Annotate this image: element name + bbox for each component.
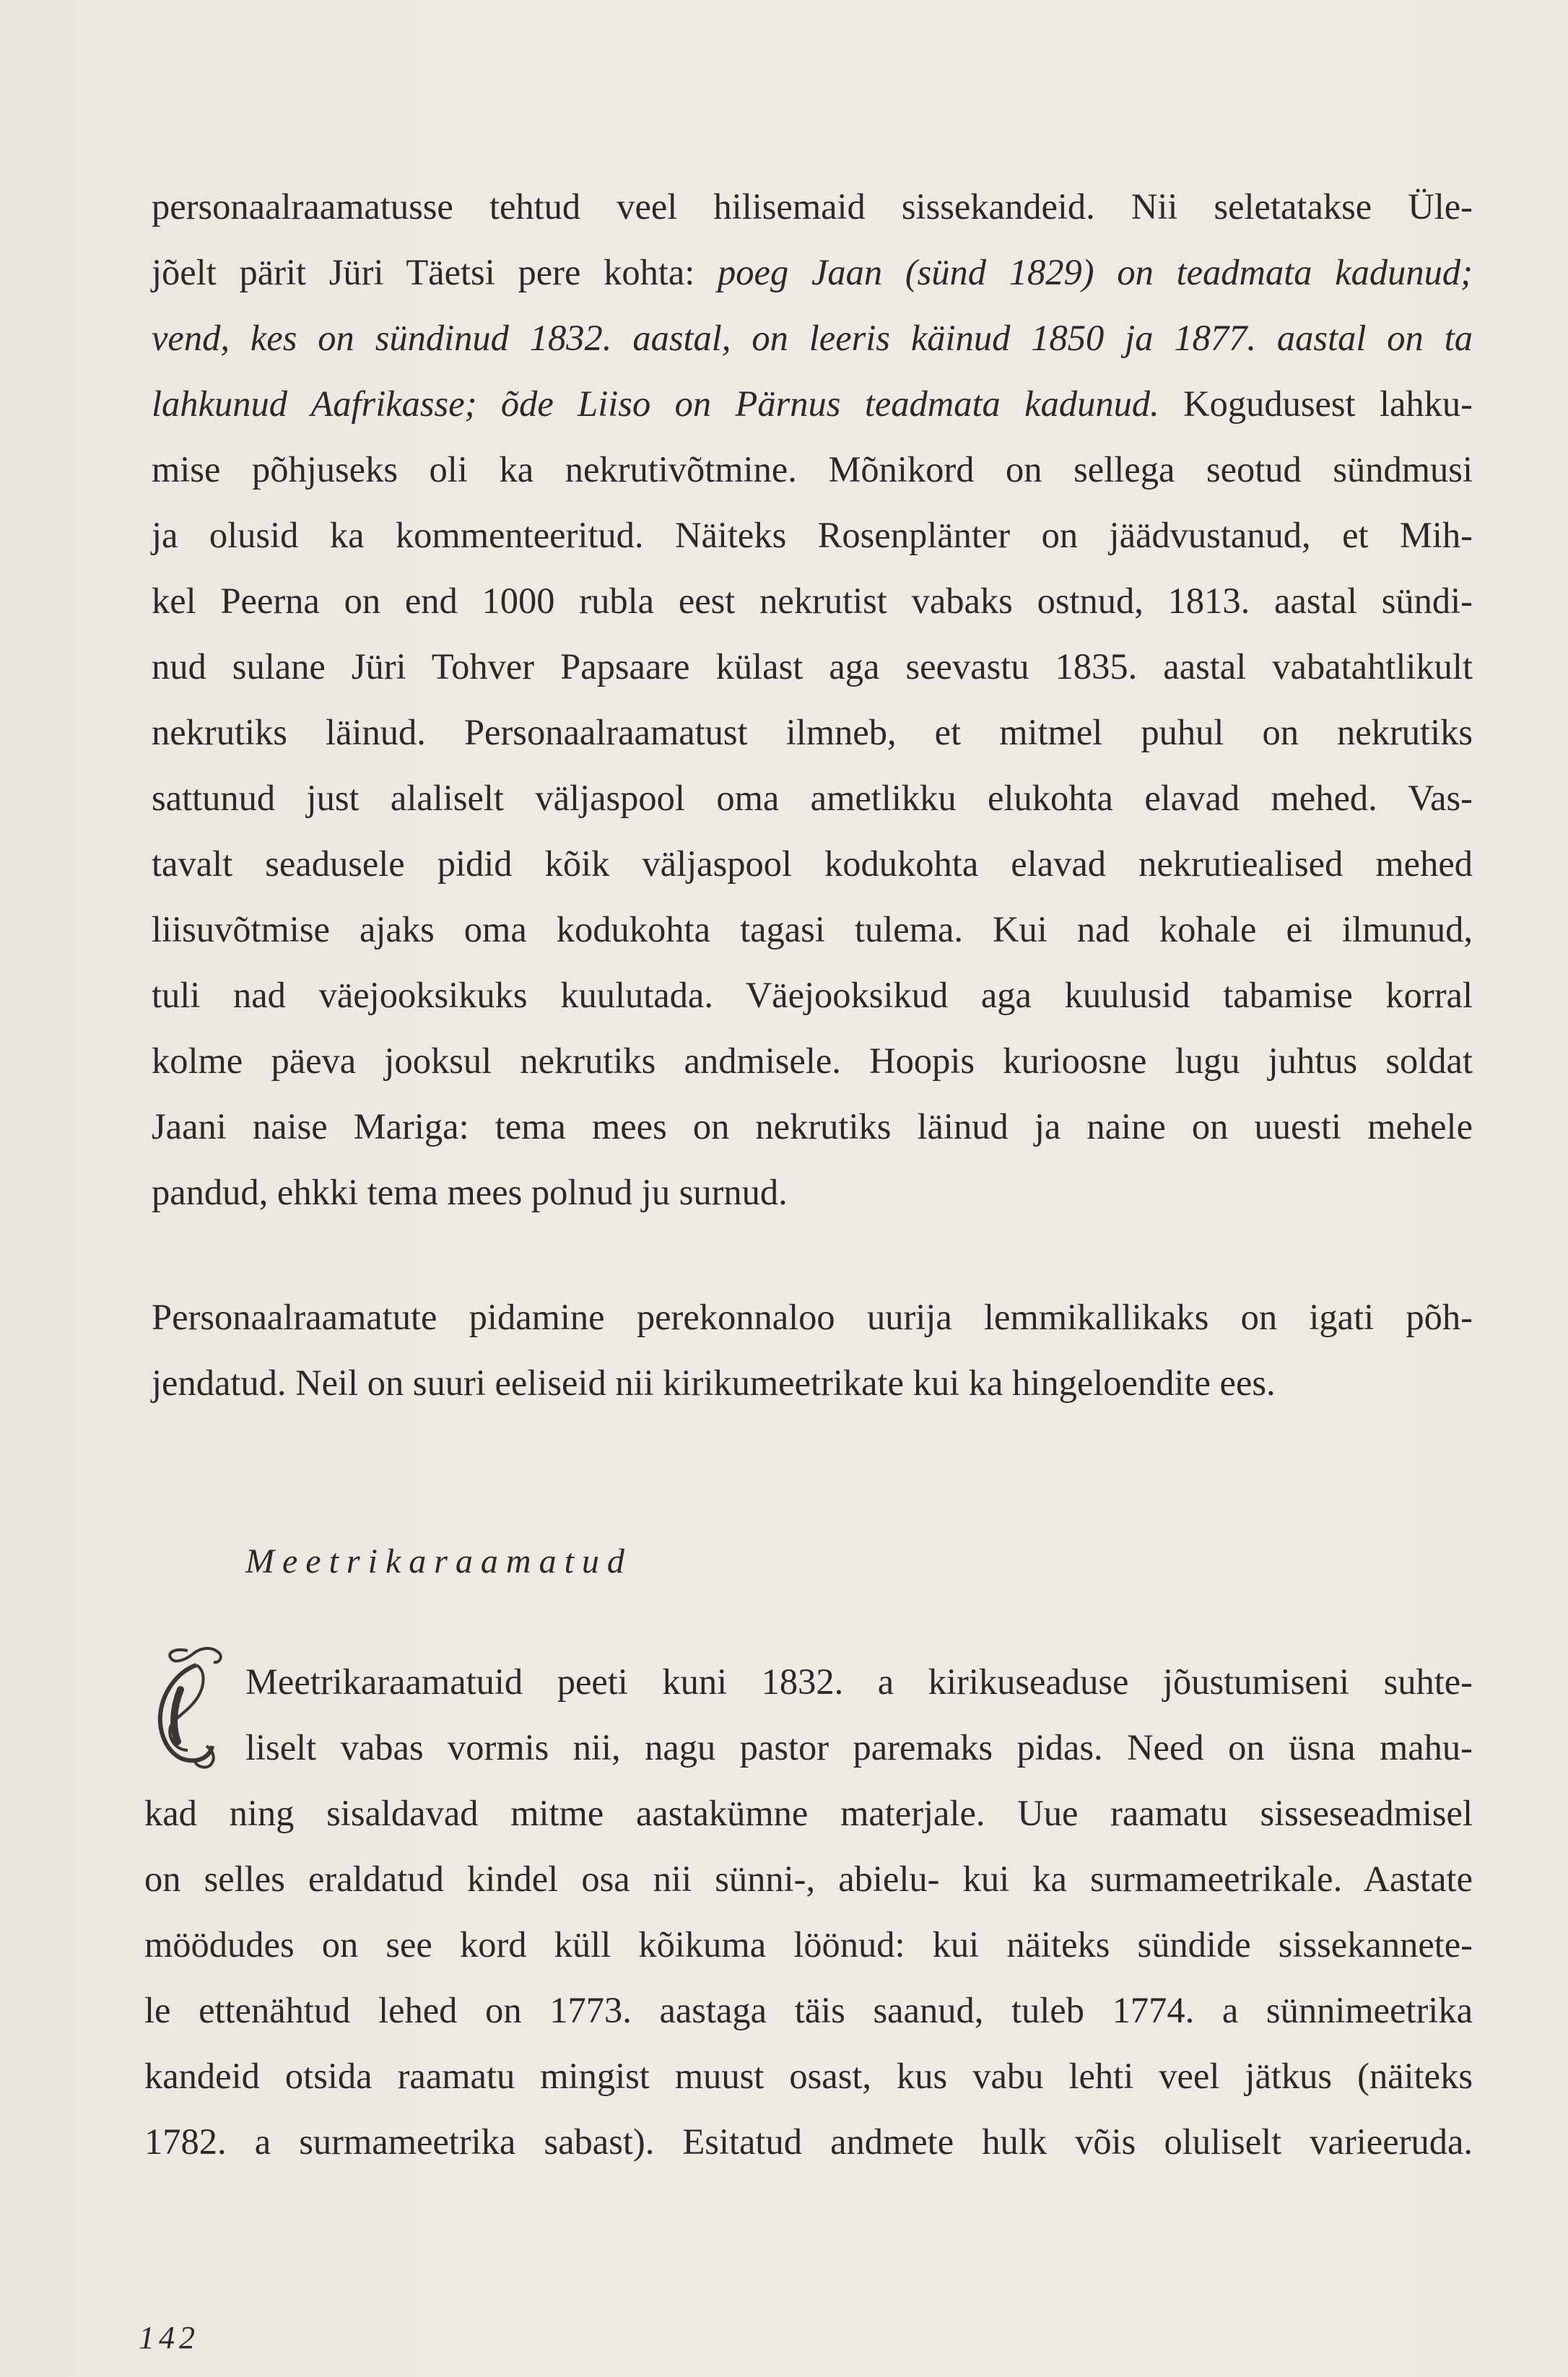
text-line: 1782. a surmameetrika sabast). Esitatud andmete hulk võis oluliselt varieeruda.	[144, 2121, 1473, 2162]
text-line: kolme päeva jooksul nekrutiks andmisele. Hoopis kurioosne lugu juhtus soldat	[152, 1040, 1473, 1081]
section-heading: Meetrikaraamatud	[245, 1542, 632, 1581]
text-line: nud sulane Jüri Tohver Papsaare külast aga seevastu 1835. aastal vabatahtlikult	[152, 646, 1473, 687]
page-number: 142	[139, 2320, 199, 2355]
text-line: sattunud just alaliselt väljaspool oma ametlikku elukohta elavad mehed. Vas-	[152, 778, 1473, 818]
text-line: jendatud. Neil on suuri eeliseid nii kirikumeetrikate kui ka hingeloendite ees.	[152, 1363, 1276, 1403]
text-line: möödudes on see kord küll kõikuma löönud: kui näiteks sündide sissekannete-	[144, 1924, 1473, 1965]
text-line: Jaani naise Mariga: tema mees on nekrutiks läinud ja naine on uuesti mehele	[152, 1106, 1473, 1147]
text-line: on selles eraldatud kindel osa nii sünni-, abielu- kui ka surmameetrikale. Aastate	[144, 1859, 1473, 1899]
paragraph-meetrikaraamatud	[144, 1649, 1473, 2175]
text-line: le ettenähtud lehed on 1773. aastaga täis saanud, tuleb 1774. a sünnimeetrika	[144, 1990, 1473, 2030]
text-line: vend, kes on sündinud 1832. aastal, on leeris käinud 1850 ja 1877. aastal on ta	[152, 318, 1473, 358]
text-line: ja olusid ka kommenteeritud. Näiteks Rosenplänter on jäädvustanud, et Mih-	[152, 515, 1473, 555]
text-line: personaalraamatusse tehtud veel hilisemaid sissekandeid. Nii seletatakse Üle-	[152, 186, 1473, 227]
text-line: mise põhjuseks oli ka nekrutivõtmine. Mõnikord on sellega seotud sündmusi	[152, 449, 1473, 490]
text-line: nekrutiks läinud. Personaalraamatust ilmneb, et mitmel puhul on nekrutiks	[152, 712, 1473, 752]
text-line: tavalt seadusele pidid kõik väljaspool kodukohta elavad nekrutiealised mehed	[152, 843, 1473, 884]
text-line: Personaalraamatute pidamine perekonnaloo uurija lemmikallikaks on igati põh-	[152, 1297, 1473, 1337]
text-line: liisuvõtmise ajaks oma kodukohta tagasi tulema. Kui nad kohale ei ilmunud,	[152, 909, 1473, 950]
text-line: kad ning sisaldavad mitme aastakümne materjale. Uue raamatu sisseseadmisel	[144, 1793, 1473, 1833]
text-line: kandeid otsida raamatu mingist muust osast, kus vabu lehti veel jätkus (näiteks	[144, 2056, 1473, 2096]
text-line: tuli nad väejooksikuks kuulutada. Väejooksikud aga kuulusid tabamise korral	[152, 975, 1473, 1015]
text-line: liselt vabas vormis nii, nagu pastor paremaks pidas. Need on üsna mahu-	[245, 1727, 1473, 1768]
text-line: Meetrikaraamatuid peeti kuni 1832. a kirikuseaduse jõustumiseni suhte-	[245, 1661, 1473, 1702]
paragraph-conclusion	[152, 1285, 1473, 1416]
paragraph-personaalraamatud	[152, 174, 1473, 1225]
text-line: kel Peerna on end 1000 rubla eest nekrutist vabaks ostnud, 1813. aastal sündi-	[152, 581, 1473, 621]
text-line: lahkunud Aafrikasse; õde Liiso on Pärnus teadmata kadunud. Kogudusest lahku-	[152, 383, 1473, 424]
text-line: jõelt pärit Jüri Täetsi pere kohta: poeg Jaan (sünd 1829) on teadmata kadunud;	[152, 252, 1473, 292]
text-line: pandud, ehkki tema mees polnud ju surnud.	[152, 1172, 788, 1212]
